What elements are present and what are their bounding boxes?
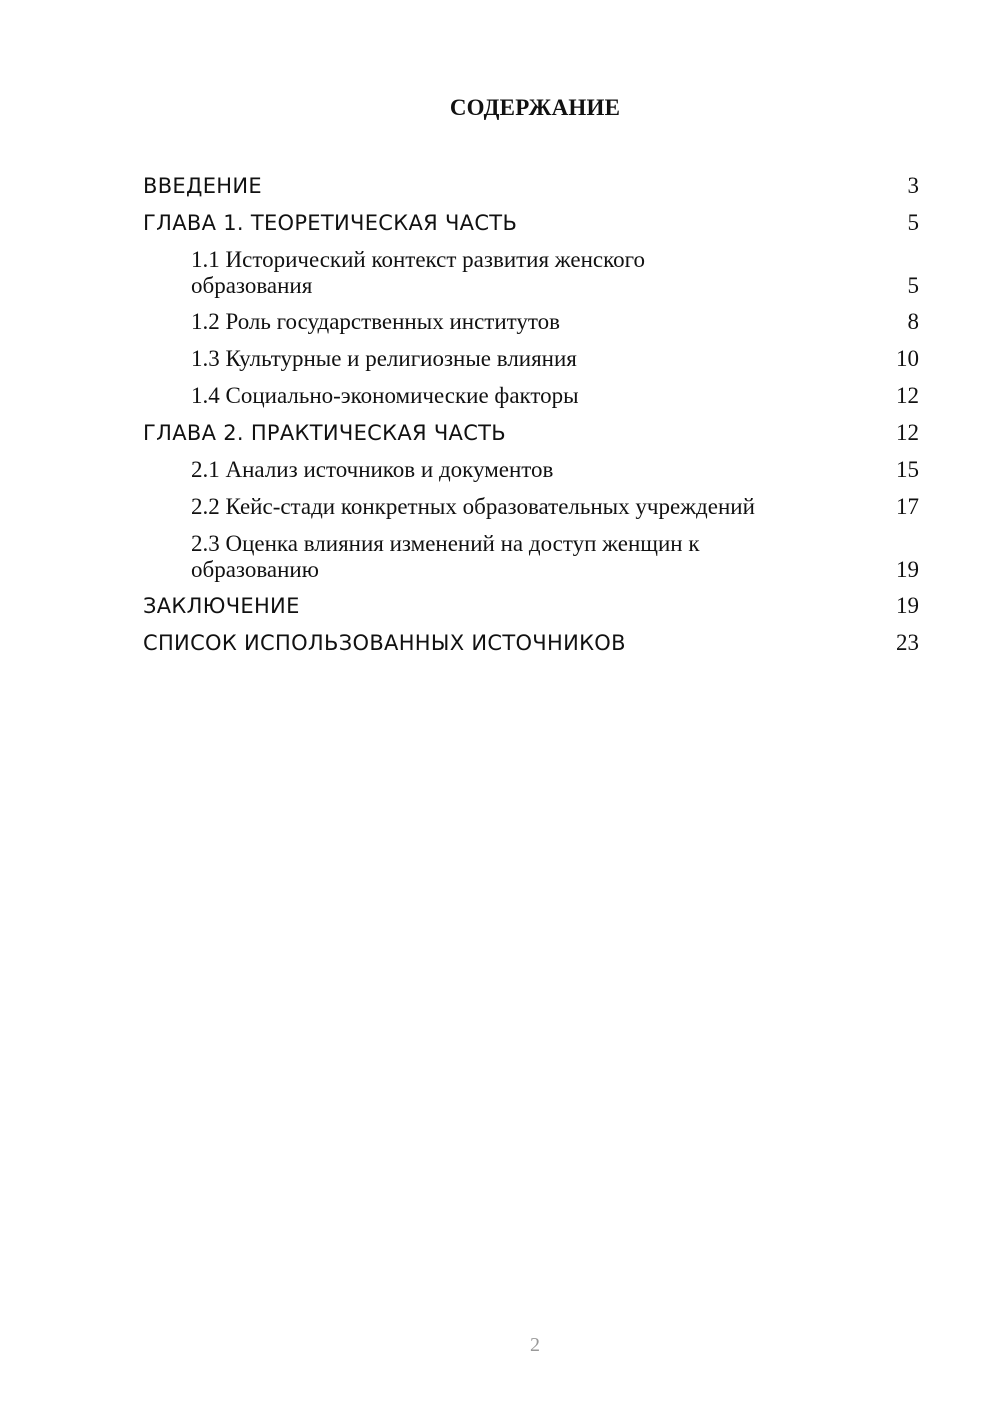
toc-entry-section-2-3[interactable]: [143, 526, 919, 588]
toc-entry-title: ЗАКЛЮЧЕНИЕ: [143, 594, 300, 618]
toc-entry-title: 2.3 Оценка влияния изменений на доступ женщин к образованию: [191, 531, 700, 582]
toc-entry-page: 17: [896, 494, 919, 519]
toc-entry-page: 10: [896, 346, 919, 371]
toc-entry-page: 3: [907, 173, 919, 198]
toc-entry-title: 1.4 Социально-экономические факторы: [191, 383, 579, 408]
toc-entry-chapter-2[interactable]: [143, 415, 919, 452]
toc-entry-title: ВВЕДЕНИЕ: [143, 174, 262, 198]
table-of-contents: [143, 168, 919, 662]
page-title: СОДЕРЖАНИЕ: [449, 95, 621, 120]
toc-entry-introduction[interactable]: [143, 168, 919, 205]
toc-entry-page: 5: [907, 210, 919, 235]
toc-entry-page: 12: [896, 420, 919, 445]
toc-entry-page: 19: [896, 593, 919, 618]
toc-entry-title: 2.2 Кейс-стади конкретных образовательных учреждений: [191, 494, 755, 519]
toc-entry-page: 19: [896, 557, 919, 582]
toc-entry-title: СПИСОК ИСПОЛЬЗОВАННЫХ ИСТОЧНИКОВ: [143, 631, 626, 655]
toc-entry-page: 5: [907, 273, 919, 298]
toc-entry-section-1-1[interactable]: [143, 242, 919, 304]
toc-entry-page: 23: [896, 630, 919, 655]
toc-entry-page: 15: [896, 457, 919, 482]
toc-entry-title: 2.1 Анализ источников и документов: [191, 457, 554, 482]
page-number: 2: [530, 1334, 540, 1356]
toc-entry-section-2-2[interactable]: [143, 489, 919, 526]
toc-entry-title: 1.2 Роль государственных институтов: [191, 309, 560, 334]
toc-entry-page: 8: [907, 309, 919, 334]
toc-entry-title: 1.1 Исторический контекст развития женского образования: [191, 247, 645, 298]
toc-entry-section-1-3[interactable]: [143, 341, 919, 378]
toc-entry-chapter-1[interactable]: [143, 205, 919, 242]
toc-entry-title: 1.3 Культурные и религиозные влияния: [191, 346, 577, 371]
toc-entry-references[interactable]: [143, 625, 919, 662]
toc-entry-section-1-4[interactable]: [143, 378, 919, 415]
toc-entry-section-1-2[interactable]: [143, 304, 919, 341]
toc-entry-title: ГЛАВА 1. ТЕОРЕТИЧЕСКАЯ ЧАСТЬ: [143, 211, 518, 235]
toc-entry-page: 12: [896, 383, 919, 408]
toc-entry-section-2-1[interactable]: [143, 452, 919, 489]
toc-entry-conclusion[interactable]: [143, 588, 919, 625]
toc-entry-title: ГЛАВА 2. ПРАКТИЧЕСКАЯ ЧАСТЬ: [143, 421, 507, 445]
